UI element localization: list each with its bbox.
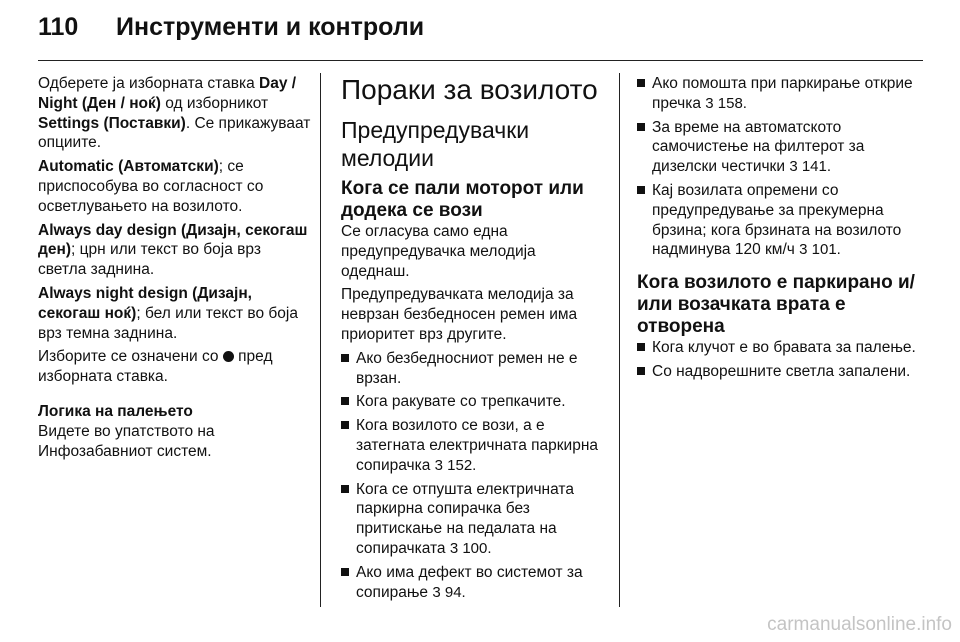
paragraph-night-design: Always night design (Дизајн, секогаш ноќ); бел или текст во боја врз темна заднина. xyxy=(38,284,298,342)
page-number: 110 xyxy=(38,13,79,41)
engine-running-heading: Кога се пали моторот или додека се вози xyxy=(341,178,584,221)
page-title: Инструменти и контроли xyxy=(116,13,425,41)
column-divider-right xyxy=(619,73,620,607)
ignition-logic-heading: Логика на палењето xyxy=(38,402,193,420)
paragraph-belt-priority: Предупредувачката мелодија за неврзан безбедносен ремен има приоритет врз другите. xyxy=(341,286,578,343)
warning-list xyxy=(341,349,603,603)
section-subtitle: Предупредувачки мелодии xyxy=(341,117,530,171)
parked-warning-list xyxy=(637,338,922,382)
page-reference: 3 158. xyxy=(705,94,747,112)
list-item: Кога клучот е во бравата за палење. xyxy=(637,338,922,358)
paragraph-day-design: Always day design (Дизајн, секогаш ден); црн или текст во боја врз светла заднина. xyxy=(38,221,308,279)
paragraph-one-chime: Се огласува само една предупредувачка мелодија одеднаш. xyxy=(341,223,536,280)
list-item: Кај возилата опремени со предупредување за прекумерна брзина; кога брзината на возилото надминува 120 км/ч 3 101. xyxy=(637,181,922,260)
paragraph-select-option: Одберете ја изборната ставка Day / Night (Ден / ноќ) од изборникот Settings (Поставки). Се прикажуваат опциите. xyxy=(38,75,311,152)
list-item: Со надворешните светла запалени. xyxy=(637,362,922,382)
warning-list-continued xyxy=(637,74,922,260)
middle-column xyxy=(341,74,603,606)
list-item: Ако има дефект во системот за сопирање 3 94. xyxy=(341,563,603,603)
page-reference: 3 141. xyxy=(789,158,832,176)
left-column xyxy=(38,74,313,465)
page-reference: 3 100. xyxy=(449,539,492,557)
right-column xyxy=(637,74,922,386)
list-item: Кога се отпушта електричната паркирна сопирачка без притискање на педалата на сопирачката 3 100. xyxy=(341,480,603,559)
paragraph-selection-mark: Изборите се означени со пред изборната ставка. xyxy=(38,348,273,386)
parked-heading: Кога возилото е паркирано и/ или возачката врата е отворена xyxy=(637,272,915,338)
list-item: Ако помошта при паркирање открие пречка 3 158. xyxy=(637,74,922,114)
column-divider-left xyxy=(320,73,321,607)
paragraph-infotainment: Видете во упатството на Инфозабавниот систем. xyxy=(38,422,215,460)
page-reference: 3 152. xyxy=(434,456,477,474)
page-reference: 3 94. xyxy=(432,583,466,601)
list-item: Кога ракувате со трепкачите. xyxy=(341,392,603,412)
list-item: Кога возилото се вози, а е затегната електричната паркирна сопирачка 3 152. xyxy=(341,416,603,475)
list-item: За време на автоматското самочистење на филтерот за дизелски честички 3 141. xyxy=(637,118,922,177)
section-title: Пораки за возилото xyxy=(341,74,598,105)
filled-dot-icon xyxy=(223,351,234,362)
paragraph-automatic: Automatic (Автоматски); се приспособува во согласност со осветлувањето на возилото. xyxy=(38,158,264,215)
header-rule xyxy=(38,60,923,61)
page-reference: 3 101. xyxy=(799,241,841,259)
list-item: Ако безбедносниот ремен не е врзан. xyxy=(341,349,603,389)
watermark-text: carmanualsonline.info xyxy=(767,614,952,635)
